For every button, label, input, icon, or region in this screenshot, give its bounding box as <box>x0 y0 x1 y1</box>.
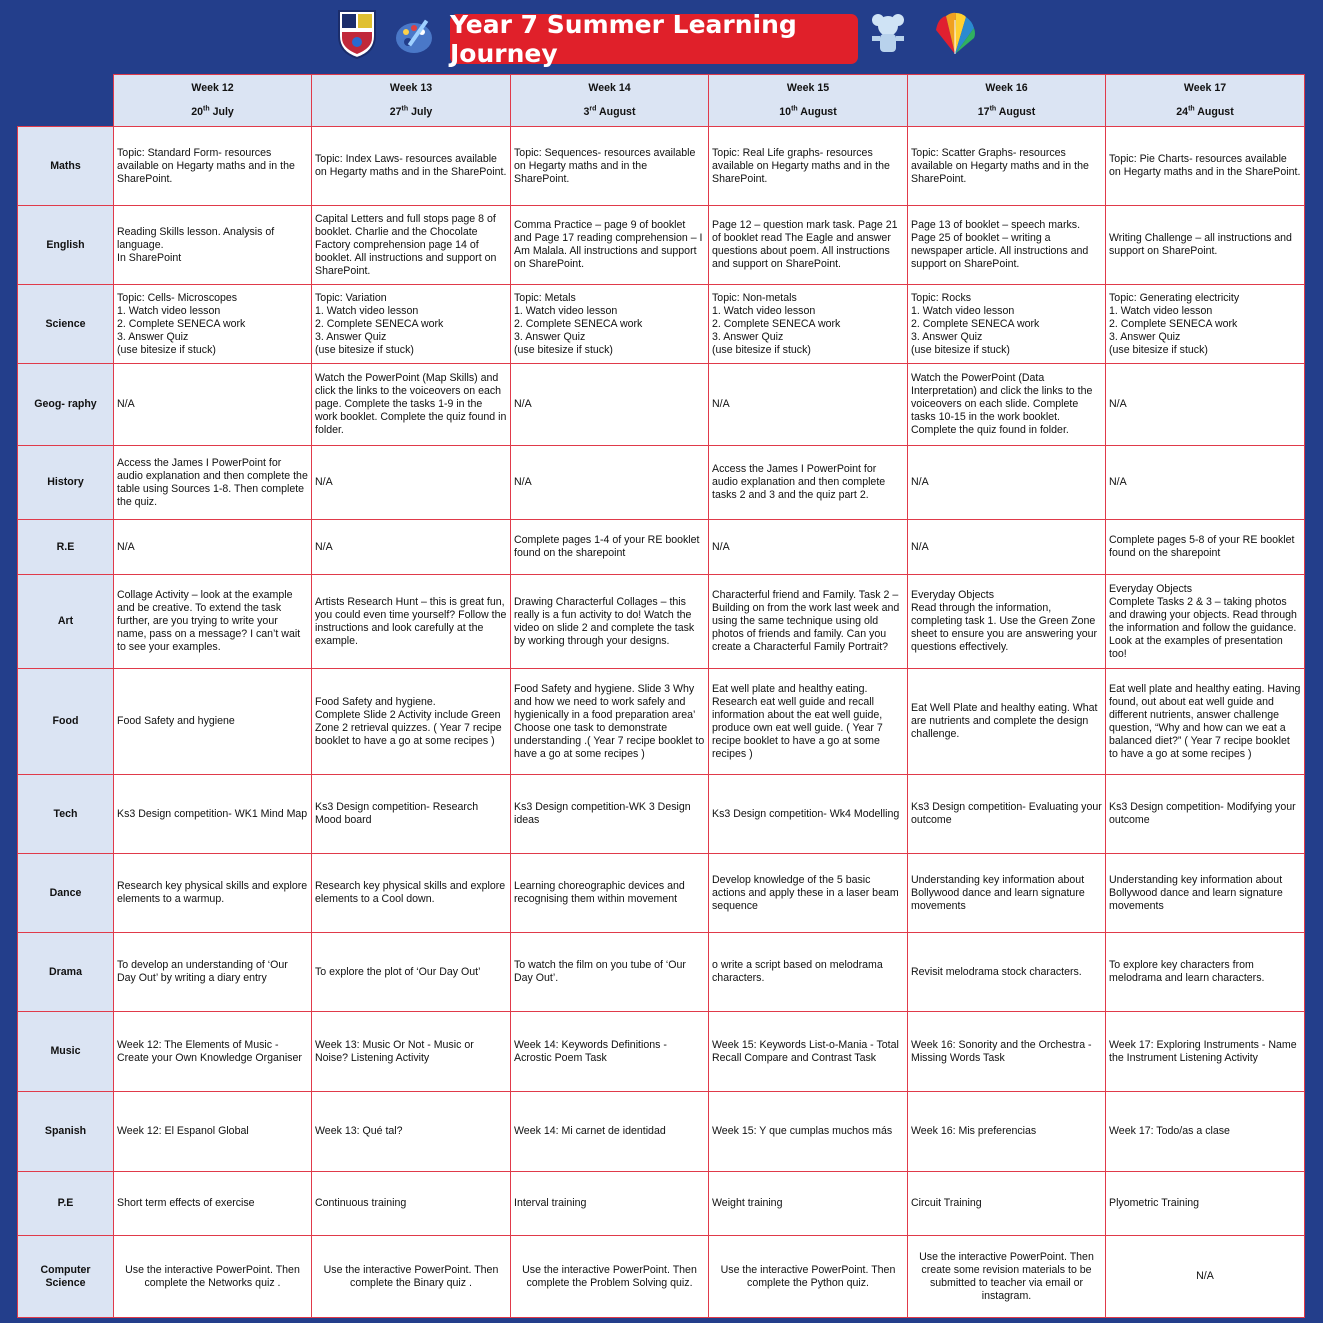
task-text: Topic: Metals 1. Watch video lesson 2. Complete SENECA work 3. Answer Quiz (use bitesize if stuck) <box>514 291 643 356</box>
task-text: Complete pages 5-8 of your RE booklet found on the sharepoint <box>1109 534 1295 559</box>
task-cell <box>114 206 312 285</box>
week-label: Week 15 <box>786 82 830 95</box>
learning-journey-table <box>17 74 1305 1318</box>
week-date-month: August <box>598 105 636 118</box>
task-cell <box>1106 127 1305 206</box>
task-text: Interval training <box>514 1197 587 1209</box>
task-text: Topic: Real Life graphs- resources available on Hegarty maths and in the SharePoint. <box>712 146 890 185</box>
task-cell <box>908 285 1106 364</box>
subject-row <box>18 520 1305 575</box>
week-label: Week 12 <box>191 82 234 95</box>
subject-label: Tech <box>18 775 114 854</box>
task-cell <box>114 127 312 206</box>
task-text: Week 17: Exploring Instruments - Name the Instrument Listening Activity <box>1109 1038 1297 1064</box>
task-cell <box>908 669 1106 775</box>
task-text: Comma Practice – page 9 of booklet and Page 17 reading comprehension – I Am Malala. All instructions and support on SharePoint. <box>514 219 703 270</box>
task-text: Week 14: Keywords Definitions - Acrostic Poem Task <box>514 1038 667 1064</box>
subject-label: Science <box>18 285 114 364</box>
week-date-suffix: th <box>401 105 409 113</box>
task-text: Food Safety and hygiene. Slide 3 Why and how we need to work safely and hygienically in a food preparation area’ Choose one task to demonstrate understanding .( Year 7 recipe booklet to have a go at some recipes ) <box>514 682 705 760</box>
task-text: N/A <box>911 540 929 553</box>
task-cell <box>312 1012 511 1092</box>
task-text: Continuous training <box>315 1197 407 1209</box>
task-text: Writing Challenge – all instructions and support on SharePoint. <box>1109 232 1292 257</box>
task-text: N/A <box>712 540 730 553</box>
task-text: Ks3 Design competition- Research Mood board <box>315 801 479 826</box>
task-cell <box>511 775 709 854</box>
week-date-month: August <box>998 105 1036 118</box>
task-text: Topic: Variation 1. Watch video lesson 2. Complete SENECA work 3. Answer Quiz (use bitesize if stuck) <box>315 291 444 356</box>
task-text: Ks3 Design competition- Modifying your outcome <box>1109 801 1296 826</box>
task-text: Eat well plate and healthy eating. Having found, out about eat well guide and different nutrients, answer challenge question, “Why and how can we eat a balanced diet?” ( Year 7 recipe booklet to have a go at some recipes ) <box>1109 682 1301 760</box>
week-header <box>1106 75 1305 127</box>
task-cell <box>511 933 709 1012</box>
task-cell <box>312 575 511 669</box>
task-cell <box>908 127 1106 206</box>
week-date-month: August <box>800 105 837 118</box>
task-text: N/A <box>117 398 135 410</box>
task-text: Watch the PowerPoint (Map Skills) and click the links to the voiceovers on each page. Complete the tasks 1-9 in the work booklet. Complete the quiz found in folder. <box>315 372 507 436</box>
task-text: Capital Letters and full stops page 8 of booklet. Charlie and the Chocolate Factory comprehension page 14 of booklet. All instructions and support on SharePoint. <box>315 212 497 277</box>
task-cell <box>511 127 709 206</box>
subject-row <box>18 1012 1305 1092</box>
task-text: Research key physical skills and explore elements to a Cool down. <box>315 880 506 905</box>
task-text: Understanding key information about Bollywood dance and learn signature movements <box>911 873 1085 912</box>
task-text: Everyday Objects Read through the information, completing task 1. Use the Green Zone sheet to ensure you are answering your questions effectively. <box>911 589 1098 653</box>
task-cell <box>511 1092 709 1172</box>
week-date-suffix: rd <box>589 105 597 113</box>
task-cell <box>709 575 908 669</box>
subject-row <box>18 206 1305 285</box>
task-cell <box>312 364 511 446</box>
task-cell <box>312 206 511 285</box>
task-cell <box>709 364 908 446</box>
task-text: Week 14: Mi carnet de identidad <box>514 1125 666 1137</box>
subject-label: Dance <box>18 854 114 933</box>
week-header <box>511 75 709 127</box>
task-cell <box>709 669 908 775</box>
task-text: Circuit Training <box>911 1197 982 1209</box>
task-text: Topic: Cells- Microscopes 1. Watch video lesson 2. Complete SENECA work 3. Answer Quiz (use bitesize if stuck) <box>117 291 246 356</box>
subject-label: Food <box>18 669 114 775</box>
task-cell <box>709 775 908 854</box>
week-date-month: August <box>1197 105 1234 118</box>
subject-label: Spanish <box>18 1092 114 1172</box>
task-cell <box>908 854 1106 933</box>
task-cell <box>709 285 908 364</box>
task-text: Revisit melodrama stock characters. <box>911 965 1082 978</box>
task-cell <box>1106 775 1305 854</box>
task-text: N/A <box>315 540 333 553</box>
subject-label: English <box>18 206 114 285</box>
task-text: Week 12: El Espanol Global <box>117 1125 249 1137</box>
task-cell <box>709 1092 908 1172</box>
task-cell <box>1106 520 1305 575</box>
task-cell <box>312 1092 511 1172</box>
week-date-suffix: th <box>989 105 997 113</box>
task-text: N/A <box>911 476 929 488</box>
task-cell <box>1106 854 1305 933</box>
task-cell <box>511 669 709 775</box>
task-text: N/A <box>514 476 532 488</box>
task-text: Topic: Generating electricity 1. Watch video lesson 2. Complete SENECA work 3. Answer Quiz (use bitesize if stuck) <box>1109 291 1240 356</box>
task-text: Ks3 Design competition- Evaluating your outcome <box>911 801 1102 826</box>
task-text: Week 16: Mis preferencias <box>911 1125 1037 1137</box>
task-cell <box>312 520 511 575</box>
task-cell <box>709 1012 908 1092</box>
task-text: N/A <box>712 398 730 410</box>
task-cell <box>908 1172 1106 1236</box>
task-text: Ks3 Design competition- WK1 Mind Map <box>117 807 308 820</box>
task-cell <box>114 520 312 575</box>
task-text: Reading Skills lesson. Analysis of language. In SharePoint <box>117 225 275 264</box>
task-text: Ks3 Design competition- Wk4 Modelling <box>712 807 900 820</box>
week-date-day: 24 <box>1176 105 1189 118</box>
subject-label: Drama <box>18 933 114 1012</box>
subject-label: Art <box>18 575 114 669</box>
task-cell <box>114 775 312 854</box>
week-date-day: 27 <box>389 105 402 118</box>
task-cell <box>114 364 312 446</box>
week-date-day: 20 <box>191 105 204 118</box>
week-date <box>978 106 1035 118</box>
task-cell <box>114 854 312 933</box>
task-text: Use the interactive PowerPoint. Then complete the Python quiz. <box>720 1263 896 1289</box>
task-cell <box>709 520 908 575</box>
task-text: Collage Activity – look at the example and be creative. To extend the task further, are you trying to write your name, pass on a message? I can’t wait to see your examples. <box>117 589 301 653</box>
subject-row <box>18 1236 1305 1318</box>
task-cell <box>709 854 908 933</box>
task-text: Drawing Characterful Collages – this really is a fun activity to do! Watch the video on slide 2 and complete the task by working through your designs. <box>514 595 695 647</box>
subject-row <box>18 775 1305 854</box>
week-date-day: 17 <box>977 105 990 118</box>
task-cell <box>511 854 709 933</box>
task-cell <box>1106 1012 1305 1092</box>
task-text: Week 15: Y que cumplas muchos más <box>712 1125 893 1137</box>
task-text: Access the James I PowerPoint for audio explanation and then complete the table using Sources 1-8. Then complete the quiz. <box>117 456 308 508</box>
task-text: Page 13 of booklet – speech marks. Page 25 of booklet – writing a newspaper article. All instructions and support on SharePoint. <box>911 219 1089 270</box>
fan-logo-icon <box>932 10 978 56</box>
task-text: Watch the PowerPoint (Data Interpretation) and click the links to the voiceovers on each slide. Complete tasks 10-15 in the work booklet. Complete the quiz found in folder. <box>911 372 1093 436</box>
week-date <box>390 106 433 118</box>
task-text: Ks3 Design competition-WK 3 Design ideas <box>514 801 691 826</box>
task-text: Eat Well Plate and healthy eating. What are nutrients and complete the design challenge. <box>911 702 1098 740</box>
week-label: Week 14 <box>588 82 631 95</box>
task-cell <box>709 446 908 520</box>
task-text: Week 16: Sonority and the Orchestra - Missing Words Task <box>911 1038 1092 1064</box>
task-cell <box>709 206 908 285</box>
task-cell <box>312 1172 511 1236</box>
task-text: Use the interactive PowerPoint. Then complete the Problem Solving quiz. <box>522 1263 697 1289</box>
task-text: Use the interactive PowerPoint. Then complete the Networks quiz . <box>125 1263 300 1289</box>
school-crest-icon <box>336 8 378 60</box>
week-date <box>1176 106 1233 118</box>
week-label: Week 17 <box>1183 82 1227 95</box>
task-cell <box>511 1236 709 1318</box>
task-cell <box>114 446 312 520</box>
task-cell <box>908 775 1106 854</box>
week-header-row <box>18 75 1305 127</box>
task-text: Learning choreographic devices and recognising them within movement <box>514 880 685 905</box>
task-text: o write a script based on melodrama characters. <box>712 959 883 984</box>
subject-row <box>18 1092 1305 1172</box>
task-cell <box>511 285 709 364</box>
week-date-month: July <box>212 105 234 118</box>
task-text: Topic: Index Laws- resources available on Hegarty maths and in the SharePoint. <box>315 153 507 178</box>
week-header <box>114 75 312 127</box>
task-text: To watch the film on you tube of ‘Our Day Out’. <box>514 959 686 984</box>
task-text: Food Safety and hygiene. Complete Slide 2 Activity include Green Zone 2 retrieval quizzes. ( Year 7 recipe booklet to have a go at some recipes ) <box>315 695 502 747</box>
header-corner <box>18 75 114 127</box>
task-text: N/A <box>1196 1270 1214 1282</box>
task-cell <box>709 1236 908 1318</box>
task-cell <box>312 285 511 364</box>
week-header <box>908 75 1106 127</box>
task-text: Develop knowledge of the 5 basic actions and apply these in a laser beam sequence <box>712 873 899 912</box>
week-header <box>312 75 511 127</box>
task-cell <box>114 933 312 1012</box>
task-cell <box>709 1172 908 1236</box>
task-cell <box>511 446 709 520</box>
task-cell <box>312 127 511 206</box>
week-date-suffix: th <box>1188 105 1195 113</box>
task-cell <box>1106 1092 1305 1172</box>
task-text: Topic: Scatter Graphs- resources available on Hegarty maths and in the SharePoint. <box>911 146 1089 185</box>
subject-row <box>18 854 1305 933</box>
task-text: Eat well plate and healthy eating. Research eat well guide and recall information about the eat well guide, produce own eat well guide. ( Year 7 recipe booklet to have a go at some recipes ) <box>712 682 883 760</box>
task-text: Everyday Objects Complete Tasks 2 & 3 – taking photos and drawing your objects. Read through the information and follow the guidance. Look at the examples of presentation too! <box>1109 582 1297 660</box>
subject-label: R.E <box>18 520 114 575</box>
task-cell <box>511 206 709 285</box>
task-cell <box>114 669 312 775</box>
task-cell <box>1106 575 1305 669</box>
task-cell <box>1106 364 1305 446</box>
subject-row <box>18 446 1305 520</box>
task-cell <box>312 446 511 520</box>
task-cell <box>312 854 511 933</box>
task-text: N/A <box>1109 476 1127 488</box>
task-cell <box>114 1172 312 1236</box>
task-text: Research key physical skills and explore elements to a warmup. <box>117 880 308 905</box>
task-text: N/A <box>514 398 532 410</box>
task-text: Food Safety and hygiene <box>117 715 235 727</box>
page-header <box>0 0 1323 72</box>
art-palette-icon <box>392 14 436 58</box>
task-text: Week 13: Music Or Not - Music or Noise? Listening Activity <box>315 1038 474 1064</box>
task-cell <box>114 575 312 669</box>
task-cell <box>908 206 1106 285</box>
task-text: Week 12: The Elements of Music - Create your Own Knowledge Organiser <box>117 1038 302 1064</box>
task-cell <box>312 775 511 854</box>
task-text: Week 13: Qué tal? <box>315 1125 403 1137</box>
week-label: Week 16 <box>985 82 1028 95</box>
subject-label: Computer Science <box>18 1236 114 1318</box>
week-date <box>191 106 234 118</box>
task-text: Short term effects of exercise <box>117 1197 255 1209</box>
week-date <box>779 106 836 118</box>
page-title: Year 7 Summer Learning Journey <box>450 14 858 64</box>
week-date-day: 3 <box>583 105 590 118</box>
task-text: Use the interactive PowerPoint. Then create some revision materials to be submitted to teacher via email or instagram. <box>919 1250 1094 1302</box>
task-text: N/A <box>1109 398 1127 410</box>
task-text: Artists Research Hunt – this is great fun, you could even time yourself? Follow the instructions and look carefully at the example. <box>315 595 507 647</box>
subject-row <box>18 669 1305 775</box>
task-text: To explore the plot of ‘Our Day Out’ <box>315 965 481 978</box>
task-text: To develop an understanding of ‘Our Day Out’ by writing a diary entry <box>117 959 288 984</box>
week-date-suffix: th <box>203 105 210 113</box>
week-label: Week 13 <box>389 82 433 95</box>
task-cell <box>114 1236 312 1318</box>
task-cell <box>908 575 1106 669</box>
subject-row <box>18 127 1305 206</box>
subject-label: History <box>18 446 114 520</box>
subject-row <box>18 285 1305 364</box>
task-text: Access the James I PowerPoint for audio explanation and then complete tasks 2 and 3 and the quiz part 2. <box>712 463 886 501</box>
task-cell <box>908 1236 1106 1318</box>
task-text: Characterful friend and Family. Task 2 – Building on from the work last week and using the same technique using old photos of friends and family. Can you create a Characterful Family Portrait? <box>712 589 900 653</box>
task-cell <box>511 364 709 446</box>
task-text: Topic: Standard Form- resources available on Hegarty maths and in the SharePoint. <box>117 146 295 185</box>
task-cell <box>709 933 908 1012</box>
task-text: Topic: Non-metals 1. Watch video lesson 2. Complete SENECA work 3. Answer Quiz (use bitesize if stuck) <box>712 291 841 356</box>
task-cell <box>908 1012 1106 1092</box>
subject-row <box>18 1172 1305 1236</box>
subject-label: Geog- raphy <box>18 364 114 446</box>
subject-label: Music <box>18 1012 114 1092</box>
subject-row <box>18 575 1305 669</box>
week-date-month: July <box>411 105 433 118</box>
week-date-day: 10 <box>779 105 792 118</box>
task-cell <box>908 933 1106 1012</box>
task-text: Use the interactive PowerPoint. Then complete the Binary quiz . <box>323 1263 499 1289</box>
subject-label: Maths <box>18 127 114 206</box>
task-cell <box>1106 206 1305 285</box>
task-cell <box>511 575 709 669</box>
task-cell <box>511 520 709 575</box>
task-cell <box>908 364 1106 446</box>
task-cell <box>1106 1172 1305 1236</box>
task-text: Understanding key information about Bollywood dance and learn signature movements <box>1109 873 1283 912</box>
week-date <box>584 106 636 118</box>
task-text: Topic: Pie Charts- resources available on Hegarty maths and in the SharePoint. <box>1109 153 1301 178</box>
week-date-suffix: th <box>791 105 798 113</box>
task-text: Week 17: Todo/as a clase <box>1109 1125 1230 1137</box>
task-text: To explore key characters from melodrama and learn characters. <box>1109 959 1265 984</box>
task-text: Week 15: Keywords List-o-Mania - Total Recall Compare and Contrast Task <box>712 1038 899 1064</box>
task-cell <box>312 1236 511 1318</box>
task-text: Page 12 – question mark task. Page 21 of booklet read The Eagle and answer questions about poem. All instructions and support on SharePoint. <box>712 219 898 270</box>
subject-row <box>18 364 1305 446</box>
task-cell <box>1106 1236 1305 1318</box>
task-text: Plyometric Training <box>1109 1197 1200 1209</box>
task-cell <box>114 1012 312 1092</box>
subject-label: P.E <box>18 1172 114 1236</box>
task-cell <box>908 446 1106 520</box>
task-text: Weight training <box>712 1197 783 1209</box>
task-cell <box>1106 933 1305 1012</box>
subject-row <box>18 933 1305 1012</box>
task-cell <box>312 669 511 775</box>
task-cell <box>709 127 908 206</box>
task-cell <box>511 1012 709 1092</box>
task-cell <box>1106 669 1305 775</box>
task-cell <box>1106 446 1305 520</box>
task-text: N/A <box>117 540 135 553</box>
task-text: Complete pages 1-4 of your RE booklet found on the sharepoint <box>514 534 700 559</box>
task-cell <box>114 285 312 364</box>
task-cell <box>114 1092 312 1172</box>
task-cell <box>908 1092 1106 1172</box>
task-cell <box>511 1172 709 1236</box>
week-header <box>709 75 908 127</box>
task-text: Topic: Sequences- resources available on Hegarty maths and in the SharePoint. <box>514 146 696 185</box>
task-cell <box>312 933 511 1012</box>
mascot-icon <box>866 12 910 58</box>
task-text: Topic: Rocks 1. Watch video lesson 2. Complete SENECA work 3. Answer Quiz (use bitesize if stuck) <box>911 291 1040 356</box>
task-cell <box>1106 285 1305 364</box>
task-cell <box>908 520 1106 575</box>
task-text: N/A <box>315 476 333 488</box>
